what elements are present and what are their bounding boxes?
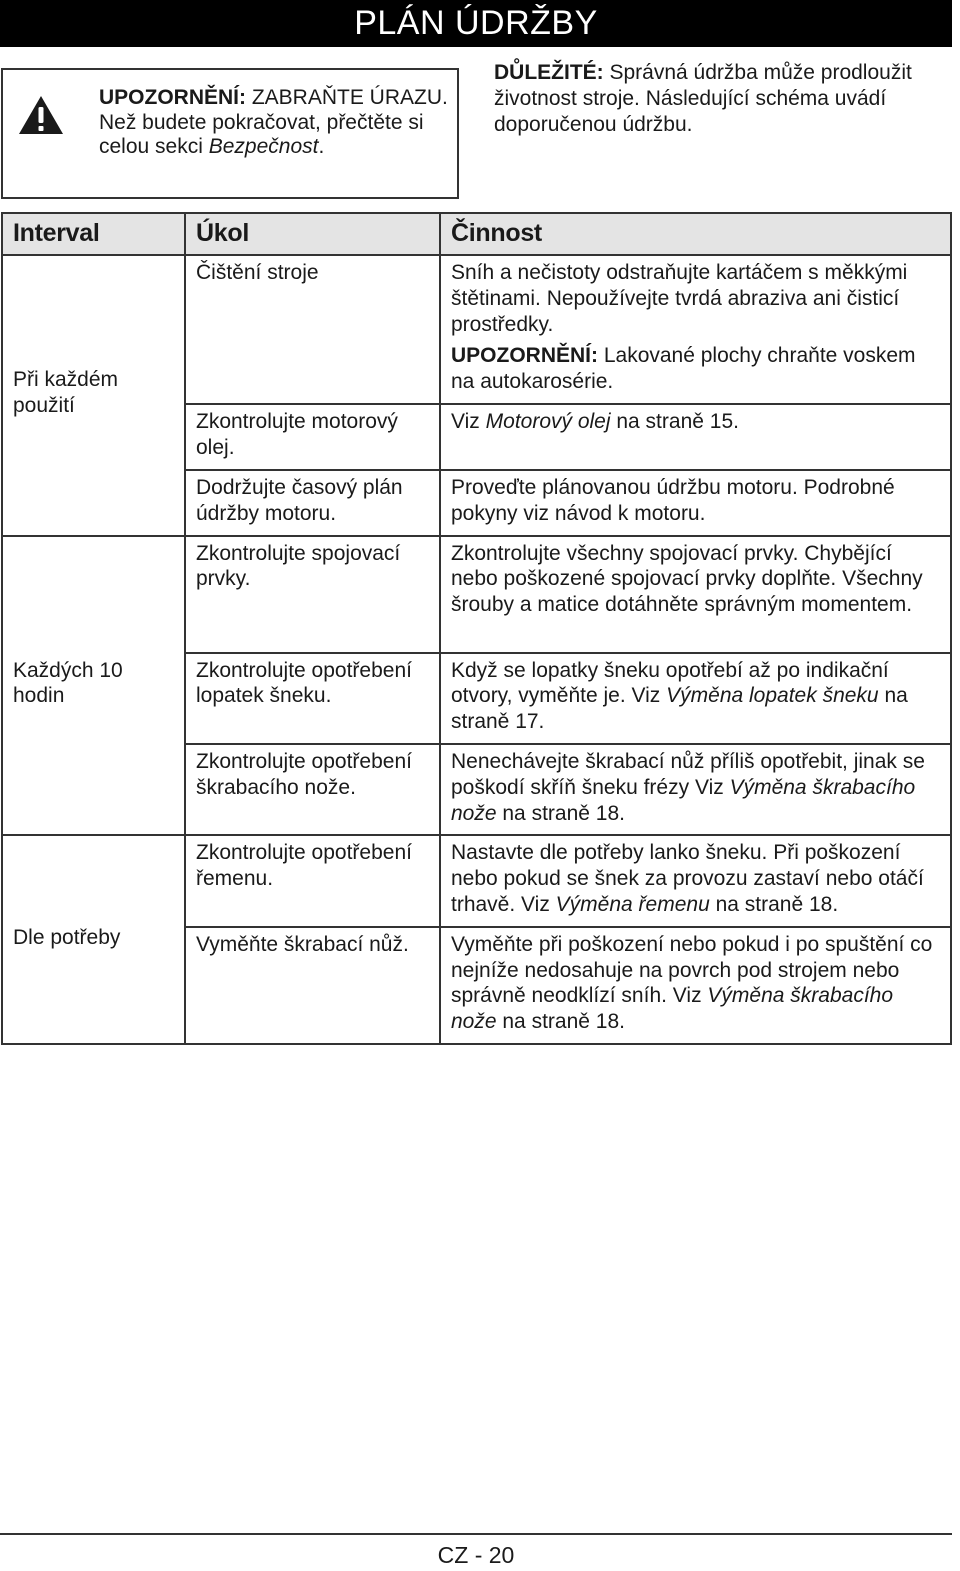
table-row [2, 536, 951, 653]
action-cell: Vyměňte při poškození nebo pokud i po spuštění co nejníže nedosahuje na povrch pod strojem nebo správně neodklízí sníh. Viz Výměna škrabacího nože na straně 18. [440, 927, 951, 1044]
task-cell: Zkontrolujte motorový olej. [185, 404, 440, 470]
reference-link: Výměna lopatek šneku [666, 684, 879, 708]
warning-triangle-icon [17, 94, 65, 136]
interval-cell: Každých 10 hodin [2, 536, 185, 836]
warning-label: UPOZORNĚNÍ: [99, 86, 246, 109]
task-cell: Zkontrolujte opotřebení škrabacího nože. [185, 744, 440, 835]
reference-link: Výměna škrabacího nože [451, 775, 916, 825]
reference-link: Výměna škrabacího nože [451, 984, 894, 1034]
table-row [2, 835, 951, 926]
task-cell: Vyměňte škrabací nůž. [185, 927, 440, 1044]
task-cell: Zkontrolujte opotřebení lopatek šneku. [185, 653, 440, 744]
reference-link: Výměna řemenu [555, 892, 710, 916]
header-interval: Interval [2, 213, 185, 255]
table-header-row [2, 213, 951, 255]
action-cell: Viz Motorový olej na straně 15. [440, 404, 951, 470]
table-row [2, 255, 951, 404]
task-cell: Dodržujte časový plán údržby motoru. [185, 470, 440, 536]
action-cell: Sníh a nečistoty odstraňujte kartáčem s měkkými štětinami. Nepoužívejte tvrdá abraziva ani čisticí prostředky. UPOZORNĚNÍ: Lakované plochy chraňte voskem na autokarosérie. [440, 255, 951, 404]
interval-cell: Při každém použití [2, 255, 185, 536]
maintenance-table [1, 212, 952, 1045]
task-cell: Zkontrolujte opotřebení řemenu. [185, 835, 440, 926]
task-cell: Zkontrolujte spojovací prvky. [185, 536, 440, 653]
action-cell: Proveďte plánovanou údržbu motoru. Podrobné pokyny viz návod k motoru. [440, 470, 951, 536]
action-cell: Zkontrolujte všechny spojovací prvky. Chybějící nebo poškozené spojovací prvky doplňte. Všechny šrouby a matice dotáhněte správným momentem. [440, 536, 951, 653]
header-action: Činnost [440, 213, 951, 255]
action-cell: Nastavte dle potřeby lanko šneku. Při poškození nebo pokud se šnek za provozu zastaví nebo otáčí trhavě. Viz Výměna řemenu na straně 18. [440, 835, 951, 926]
reference-link: Motorový olej [485, 409, 611, 433]
page-number: CZ - 20 [437, 1542, 515, 1568]
page-title: PLÁN ÚDRŽBY [0, 0, 952, 47]
warning-text: UPOZORNĚNÍ: ZABRAŇTE ÚRAZU. Než budete pokračovat, přečtěte si celou sekci Bezpečnost. [99, 86, 448, 158]
important-note: DŮLEŽITÉ: Správná údržba může prodloužit životnost stroje. Následující schéma uvádí doporučenou údržbu. [494, 61, 912, 136]
important-label: DŮLEŽITÉ: [494, 61, 604, 84]
warning-box [1, 68, 459, 199]
task-cell: Čištění stroje [185, 255, 440, 404]
action-cell: Když se lopatky šneku opotřebí až po indikační otvory, vyměňte je. Viz Výměna lopatek šneku na straně 17. [440, 653, 951, 744]
action-cell: Nenechávejte škrabací nůž příliš opotřebit, jinak se poškodí skříň šneku frézy Viz Výměna škrabacího nože na straně 18. [440, 744, 951, 835]
footer-divider [0, 1533, 952, 1535]
header-task: Úkol [185, 213, 440, 255]
interval-cell: Dle potřeby [2, 835, 185, 1044]
safety-section-link: Bezpečnost [208, 135, 319, 158]
